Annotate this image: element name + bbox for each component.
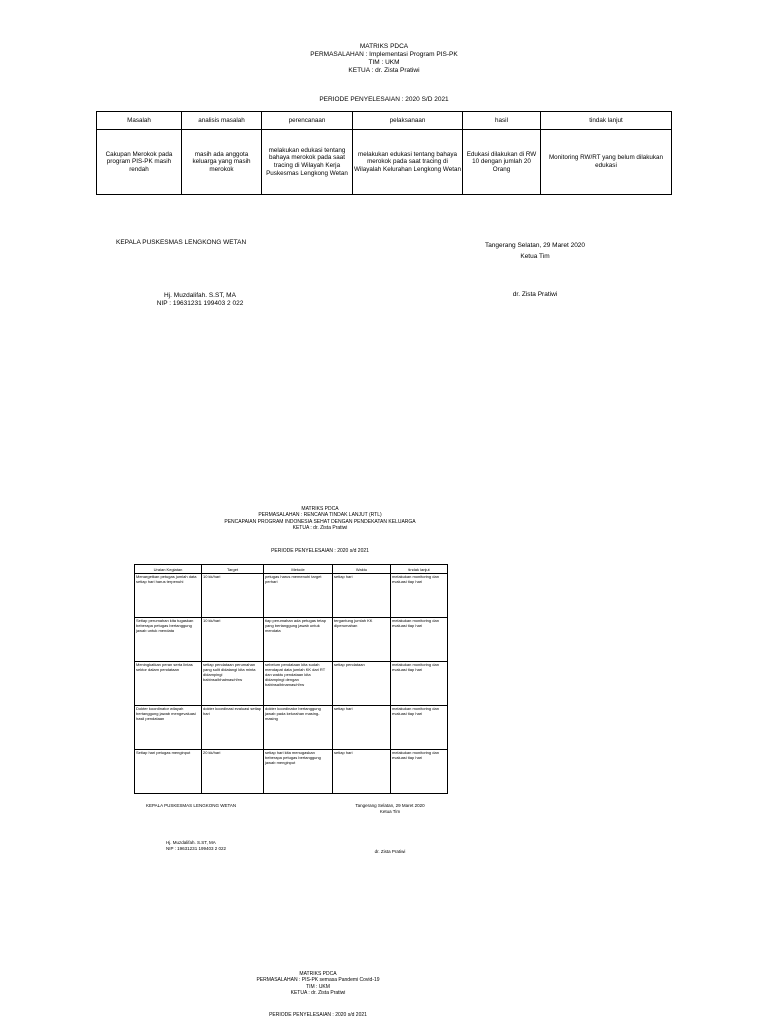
doc1-header — [0, 43, 768, 75]
doc2-table-header — [135, 565, 448, 574]
table-cell: melakukan monitoring dan evaluasi tiap hari — [391, 706, 448, 750]
table-cell: setiap hari — [333, 750, 391, 794]
table-cell: Monitoring RW/RT yang belum dilakukan edukasi — [541, 130, 672, 195]
table-cell: dokter koordinator bertanggung jawab pada kelurahan masing-masing — [264, 706, 333, 750]
table-cell: Dokter koordinator wilayah bertanggung jawab mengevaluasi hasil pendataan — [135, 706, 202, 750]
table-cell: 20 kk/hari — [202, 750, 264, 794]
table-cell: Setiap hari petugas menginput — [135, 750, 202, 794]
doc1-sign-right-name: dr. Zista Pratiwi — [512, 291, 558, 298]
doc1-period: PERIODE PENYELESAIAN : 2020 S/D 2021 — [319, 96, 449, 103]
doc2-sign-left-block — [166, 840, 226, 851]
column-header: Target — [202, 565, 264, 574]
table-row — [135, 574, 448, 618]
table-cell: sebelum pendataan kita sudah mendapat data jumlah KK dari RT dan waktu pendataan kita didampingi dengan babinsa/binamas/rt/rw — [264, 662, 333, 706]
table-cell: Menargetkan petugas jumlah data setiap hari harus terpenuhi — [135, 574, 202, 618]
table-cell: Setiap perumahan kita tugaskan beberapa petugas bertanggung jawab untuk mendata — [135, 618, 202, 662]
column-header: Waktu — [333, 565, 391, 574]
table-cell: setiap hari — [333, 706, 391, 750]
column-header: hasil — [463, 112, 541, 130]
table-cell: Meningkatkan peran serta lintas sektor dalam pendataan — [135, 662, 202, 706]
table-row — [97, 130, 672, 195]
doc2-leader: KETUA : dr. Zista Pratiwi — [292, 524, 348, 531]
column-header: tindak lanjut — [391, 565, 448, 574]
doc1-sign-right-place: Tangerang Selatan, 29 Maret 2020 — [484, 242, 586, 249]
doc1-sign-left-title: KEPALA PUSKESMAS LENGKONG WETAN — [116, 239, 247, 246]
table-cell: tergantung jumlah KK diperumahan — [333, 618, 391, 662]
table-row — [135, 750, 448, 794]
doc1-sign-right-title: Ketua Tim — [520, 253, 550, 260]
table-cell: Cakupan Merokok pada program PIS-PK masih rendah — [97, 130, 182, 195]
column-header: analisis masalah — [182, 112, 262, 130]
table-cell: setiap pendataan perumahan yang sulit didatangi kita minta didampingi babinsa/bhaimas/rt/rw — [202, 662, 264, 706]
doc1-table — [96, 111, 672, 195]
doc1-problem: PERMASALAHAN : Implementasi Program PIS-PK — [310, 51, 458, 58]
doc2-program: PENCAPAIAN PROGRAM INDONESIA SEHAT DENGAN PENDEKATAN KELUARGA — [224, 518, 416, 525]
doc2-sign-right-title: Ketua Tim — [379, 808, 401, 814]
column-header: tindak lanjut — [541, 112, 672, 130]
table-cell: 10 kk/hari — [202, 618, 264, 662]
doc2-sign-right-block — [330, 803, 450, 814]
doc2-sign-right-place: Tangerang Selatan, 29 Maret 2020 — [355, 803, 425, 808]
column-header: pelaksanaan — [353, 112, 463, 130]
doc3-period: PERIODE PENYELESAIAN : 2020 s/d 2021 — [269, 1012, 367, 1018]
column-header: Uraian Kegiatan — [135, 565, 202, 574]
doc3-title: MATRIKS PDCA — [299, 971, 337, 977]
doc1-title: MATRIKS PDCA — [359, 43, 409, 50]
doc2-sign-right-name: dr. Zista Pratiwi — [374, 849, 406, 854]
column-header: Masalah — [97, 112, 182, 130]
doc1-team: TIM : UKM — [368, 59, 400, 66]
table-cell: dokter koordinasi evaluasi setiap hari — [202, 706, 264, 750]
column-header: Metode — [264, 565, 333, 574]
table-row — [135, 706, 448, 750]
table-cell: melakukan monitoring dan evaluasi tiap hari — [391, 750, 448, 794]
doc1-sign-left-nip: NIP : 19631231 199403 2 022 — [156, 300, 244, 307]
table-cell: setiap pendataan — [333, 662, 391, 706]
doc2-table — [134, 564, 448, 794]
doc1-sign-left-name: Hj. Muzdalifah. S.ST, MA — [164, 292, 236, 299]
doc1-leader: KETUA : dr. Zista Pratiwi — [348, 67, 420, 74]
doc2-problem: PERMASALAHAN : RENCANA TINDAK LANJUT (RTL) — [258, 512, 382, 519]
table-cell: melakukan monitoring dan evaluasi tiap hari — [391, 574, 448, 618]
table-cell: masih ada anggota keluarga yang masih merokok — [182, 130, 262, 195]
table-cell: petugas harus memenuhi target perhari — [264, 574, 333, 618]
doc2-sign-left-nip: NIP : 19631231 199403 2 022 — [166, 845, 226, 851]
table-cell: melakukan monitoring dan evaluasi tiap hari — [391, 662, 448, 706]
doc3-team: TIM : UKM — [306, 983, 330, 990]
table-cell: melakukan edukasi tentang bahaya merokok pada saat tracing di Wilayalah Kelurahan Lengkong Wetan — [353, 130, 463, 195]
doc2-title: MATRIKS PDCA — [301, 506, 339, 512]
table-cell: melakukan monitoring dan evaluasi tiap hari — [391, 618, 448, 662]
column-header: perencanaan — [262, 112, 353, 130]
table-cell: melakukan edukasi tentang bahaya merokok pada saat tracing di Wilayah Kerja Puskesmas Lengkong Wetan — [262, 130, 353, 195]
doc2-period: PERIODE PENYELESAIAN : 2020 s/d 2021 — [271, 548, 369, 554]
doc3-problem: PERMASALAHAN : PIS-PK semasa Pandemi Covid-19 — [256, 977, 380, 984]
doc2-sign-left-name: Hj. Muzdalifah. S.ST, MA — [166, 840, 216, 845]
table-cell: setiap hari kita menugaskan beberapa petugas bertanggung jawab menginput — [264, 750, 333, 794]
table-row — [135, 662, 448, 706]
doc3-leader: KETUA : dr. Zista Pratiwi — [290, 989, 346, 996]
table-cell: Edukasi dilakukan di RW 10 dengan jumlah 20 Orang — [463, 130, 541, 195]
table-row — [135, 618, 448, 662]
table-cell: 10 kk/hari — [202, 574, 264, 618]
doc2-sign-left-title: KEPALA PUSKESMAS LENGKONG WETAN — [146, 803, 237, 808]
doc1-sign-left-block — [130, 292, 270, 308]
table-cell: setiap hari — [333, 574, 391, 618]
doc2-header — [0, 506, 640, 531]
doc1-sign-right-block — [460, 242, 610, 261]
doc1-table-header — [97, 112, 672, 130]
doc3-header — [0, 971, 636, 996]
table-cell: tiap perumahan ada petugas tetap yang bertanggung jawab untuk mendata — [264, 618, 333, 662]
